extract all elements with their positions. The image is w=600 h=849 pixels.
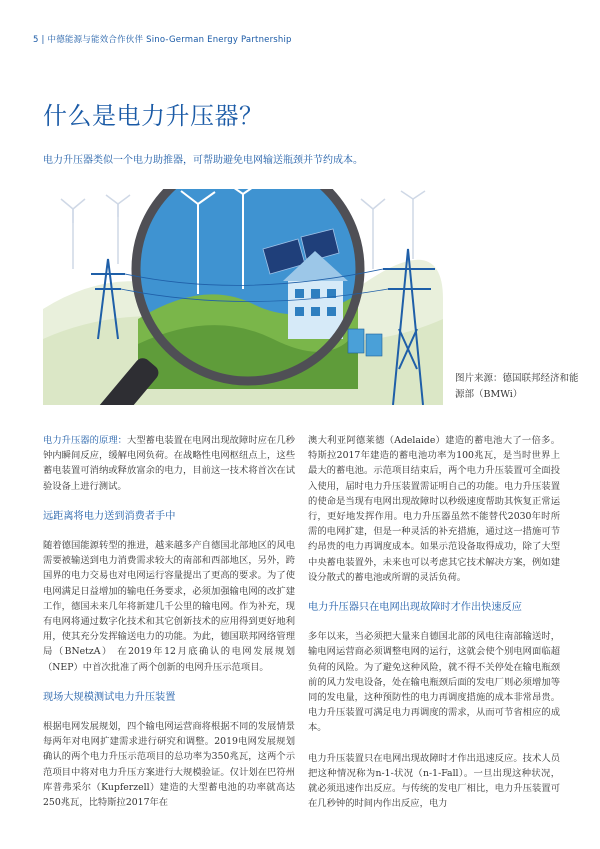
section-heading: 远距离将电力送到消费者手中 — [43, 510, 176, 522]
page-number: 5 — [33, 35, 39, 45]
intro-text: 大型蓄电装置在电网出现故障时应在几秒钟内瞬间反应，缓解电网负荷。在战略性电网枢纽点上，这些蓄电装置可消纳或释放富余的电力，目前这一技术将首次在试验设备上进行测试。 — [43, 435, 295, 492]
page-title: 什么是电力升压器？ — [43, 102, 264, 131]
right-column — [308, 433, 560, 826]
section-heading: 现场大规模测试电力升压装置 — [43, 691, 176, 703]
power-booster-illustration — [43, 189, 443, 405]
body-paragraph: 多年以来，当必须把大量来自德国北部的风电往南部输送时，输电网运营商必须调整电网的运行，这就会使个别电网面临超负荷的风险。为了避免这种风险，就不得不关停处在输电瓶颈前的风力发电设备，处在输电瓶颈后面的发电厂则必须增加等同的发电量，这种预防性的电力再调度措施的成本非常昂贵。电力升压装置可满足电力再调度的需求，从而可节省相应的成本。 — [308, 631, 560, 734]
running-header — [33, 33, 292, 45]
figure-caption: 图片来源：德国联邦经济和能源部（BMWi） — [455, 373, 579, 400]
header-title: 中德能源与能效合作伙伴 Sino-German Energy Partnership — [47, 35, 292, 45]
intro-lead: 电力升压器的原理： — [43, 435, 128, 446]
body-paragraph: 随着德国能源转型的推进，越来越多产自德国北部地区的风电需要被输送到电力消费需求较大的南部和西部地区，另外，跨国界的电力交易也对电网运行容量提出了更高的要求。为了使电网满足日益增加的输电任务要求，必须加强输电网的改扩建工作，德国未来几年将新建几千公里的输电网。作为补充，现有电网将通过数字化技术和其它创新技术的应用得到更好地利用，使其充分发挥输送电力的功能。为此，德国联邦网络管理局（BNetzA） 在2019年12月底确认的电网发展规划（NEP）中首次批准了两个创新的电网升压示范项目。 — [43, 540, 295, 673]
body-paragraph: 电力升压装置只在电网出现故障时才作出迅速反应。技术人员把这种情况称为n-1-状况（n-1-Fall）。一旦出现这种状况，就必须迅速作出反应。与传统的发电厂相比，电力升压装置可在几秒钟的时间内作出反应，电力 — [308, 752, 560, 810]
header-separator: | — [41, 35, 45, 45]
section-heading: 电力升压器只在电网出现故障时才作出快速反应 — [308, 602, 522, 614]
body-paragraph: 澳大利亚阿德莱德（Adelaide）建造的蓄电池大了一倍多。特斯拉2017年建造的蓄电池功率为100兆瓦，是当时世界上最大的蓄电池。示范项目结束后，两个电力升压装置可全面投入使用，届时电力升压装置需证明自己的功能。电力升压装置的使命是当现有电网出现故障时以秒级速度帮助其恢复正常运行，更好地发挥作用。电力升压器虽然不能替代2030年时所需的电网扩建，但是一种灵活的补充措施，通过这一措施可节约昂贵的电力再调度成本。如果示范设备取得成功，除了大型中央蓄电装置外，未来也可以考虑其它技术解决方案，例如建设分散式的蓄电池或所谓的灵活负荷。 — [308, 435, 560, 583]
body-paragraph: 根据电网发展规划，四个输电网运营商将根据不同的发展情景每两年对电网扩建需求进行研究和调整。2019电网发展规划确认的两个电力升压示范项目的总功率为350兆瓦，这两个示范项目中将对电力升压方案进行大规模验证。仅计划在巴符州库普弗采尔（Kupferzell）建造的大型蓄电池的功率就高达250兆瓦，比特斯拉2017年在 — [43, 721, 295, 809]
page-subtitle: 电力升压器类似一个电力助推器，可帮助避免电网输送瓶颈并节约成本。 — [43, 155, 363, 166]
intro-paragraph — [43, 433, 295, 494]
left-column — [43, 433, 295, 825]
